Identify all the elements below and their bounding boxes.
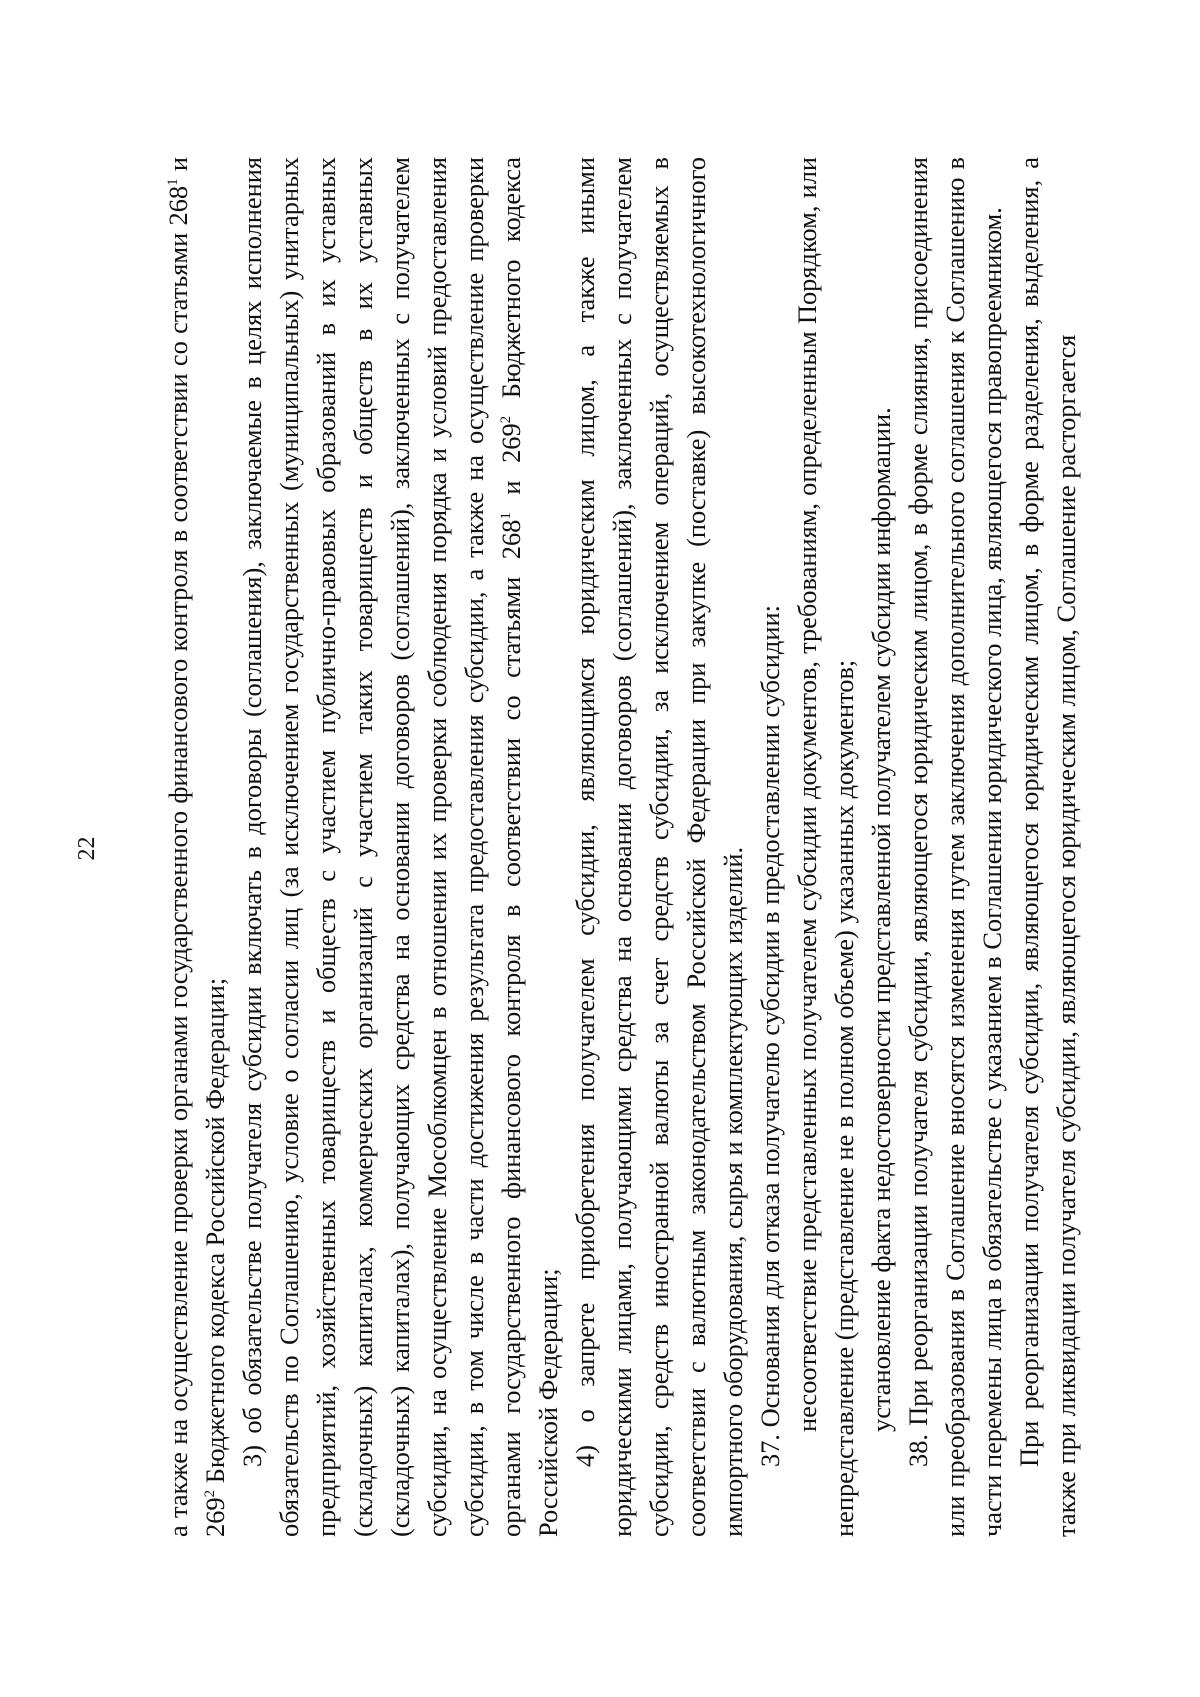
text-run: и 269 — [163, 157, 230, 1537]
text-run: установление факта недостоверности представленной получателем субсидии информации. — [866, 407, 896, 1432]
paragraph-section-37 — [752, 157, 789, 1537]
text-run: несоответствие представленных получателем субсидии документов, требованиям, определенным Порядком, или непредставление (представление не в полном объеме) указанных документов; — [792, 157, 859, 1537]
paragraph-reason-1 — [789, 157, 863, 1537]
superscript: 1 — [165, 178, 181, 186]
text-run: и 269 — [496, 423, 526, 513]
superscript: 1 — [498, 512, 514, 520]
text-run: При реорганизации получателя субсидии, являющегося юридическим лицом, в форме разделения, выделения, а также при ликвидации получателя субсидии, являющегося юридическим лицом, Соглашение расторгается — [1014, 157, 1081, 1537]
paragraph-reason-2 — [863, 157, 900, 1537]
superscript: 2 — [202, 1489, 218, 1498]
paragraph-continuation — [160, 157, 234, 1537]
paragraph-section-38 — [900, 157, 1011, 1537]
text-run: 37. Основания для отказа получателю субсидии в предоставлении субсидии: — [755, 605, 785, 1467]
text-run: 3) об обязательстве получателя субсидии включать в договоры (соглашения), заключаемые в целях исполнения обязательств по Соглашению, условие о согласии лиц (за исключением государственных (муниципальных) унитарных предприятий, хозяйственных товариществ и обществ с участием публично-правовых образований в их уставных (складочных) капиталах, коммерческих организаций с участием таких товариществ и обществ в их уставных (складочных) капиталах), получающих средства на основании договоров (соглашений), заключенных с получателем субсидии, на осуществление Мособлкомцен в отношении их проверки соблюдения порядка и условий предоставления субсидии, в том числе в части достижения результата предоставления субсидии, а также на осуществление проверки органами государственного финансового контроля в соответствии со статьями 268 — [237, 157, 526, 1537]
page-number: 22 — [74, 836, 100, 861]
paragraph-item-4 — [567, 157, 752, 1537]
text-run: 4) о запрете приобретения получателем субсидии, являющимся юридическим лицом, а также иными юридическими лицами, получающими средства на основании договоров (соглашений), заключенных с получателем субсидии, средств иностранной валюты за счет средств субсидии, за исключением операций, осуществляемых в соответствии с валютным законодательством Российской Федерации при закупке (поставке) высокотехнологичного импортного оборудования, сырья и комплектующих изделий. — [570, 157, 748, 1537]
paragraph-item-3 — [234, 157, 567, 1537]
text-run: Бюджетного кодекса Российской Федерации; — [200, 977, 230, 1490]
document-body — [160, 157, 1085, 1537]
text-run: Бюджетного кодекса Российской Федерации; — [496, 157, 563, 1537]
text-run: 38. При реорганизации получателя субсидии, являющегося юридическим лицом, в форме слияния, присоединения или преобразования в Соглашение вносятся изменения путем заключения дополнительного соглашения к Соглашению в части перемены лица в обязательстве с указанием в Соглашении юридического лица, являющегося правопреемником. — [903, 157, 1007, 1537]
text-run: а также на осуществление проверки органами государственного финансового контроля в соответствии со статьями 268 — [163, 185, 193, 1537]
superscript: 2 — [498, 415, 514, 424]
paragraph-reorganization — [1011, 157, 1085, 1537]
